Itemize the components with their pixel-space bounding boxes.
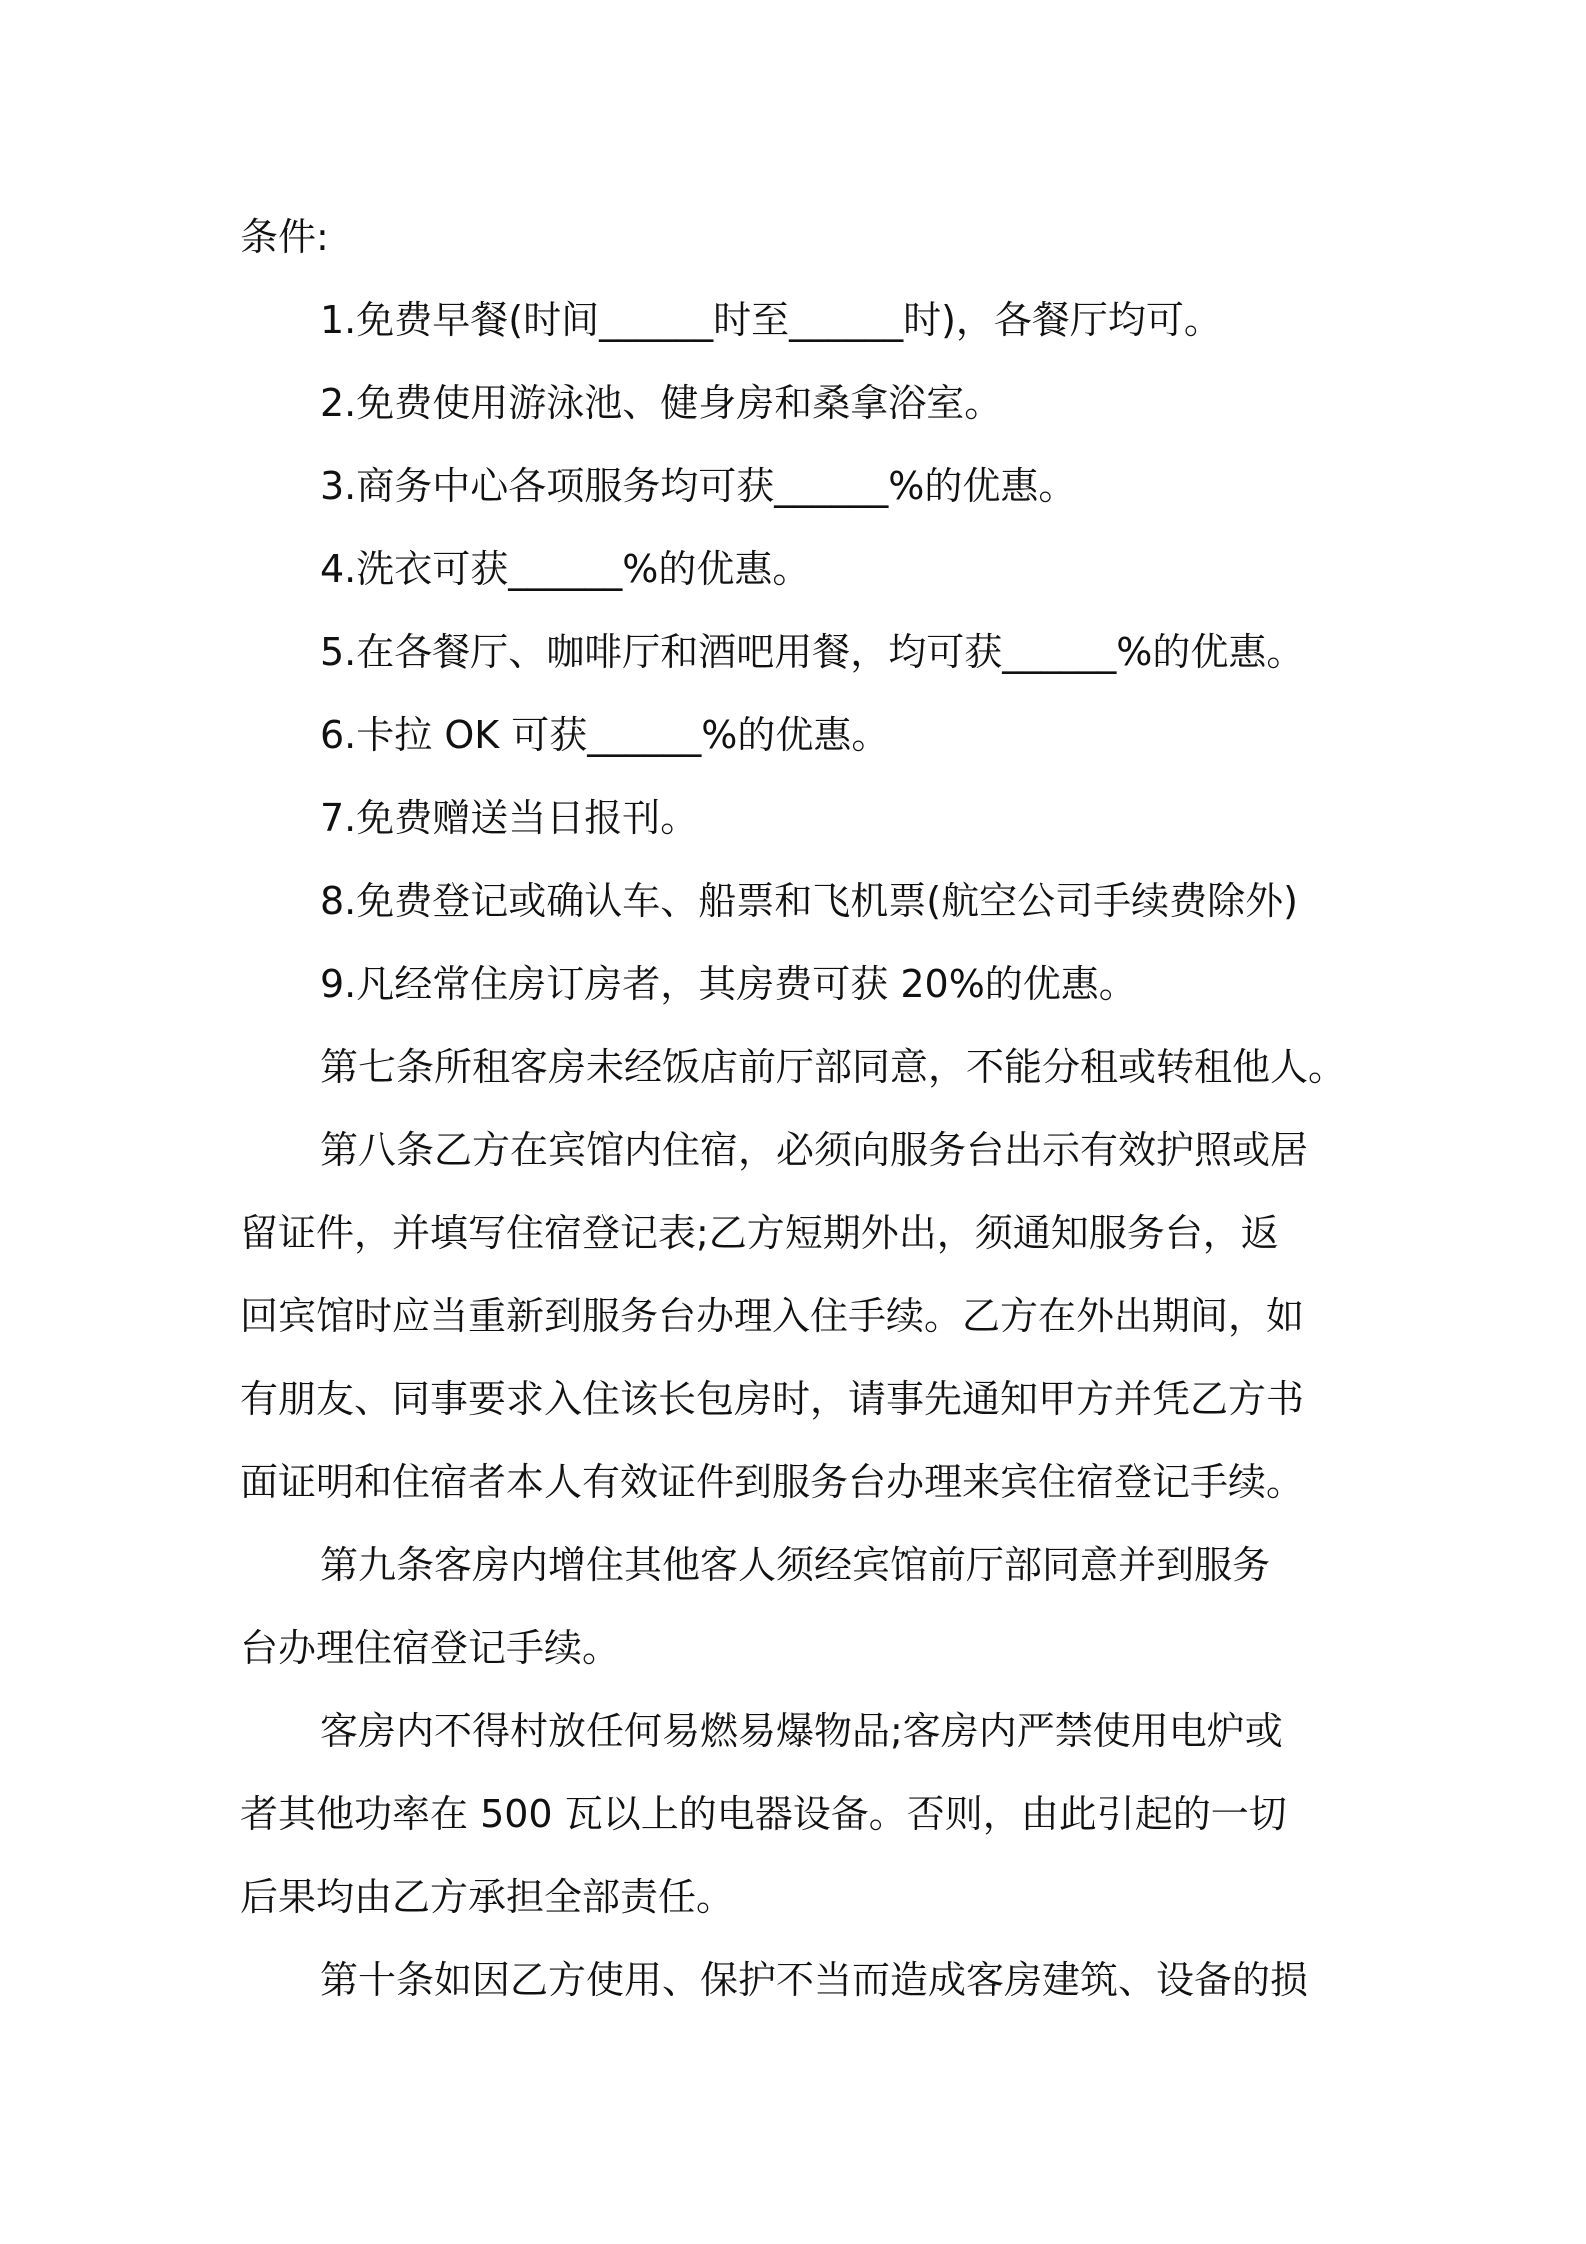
text-line: 回宾馆时应当重新到服务台办理入住手续。乙方在外出期间，如	[240, 1294, 1305, 1338]
text-line: 台办理住宿登记手续。	[240, 1626, 621, 1670]
text-line: 第十条如因乙方使用、保护不当而造成客房建筑、设备的损	[320, 1958, 1309, 2002]
text-line: 有朋友、同事要求入住该长包房时，请事先通知甲方并凭乙方书	[240, 1377, 1305, 1421]
text-line: 第八条乙方在宾馆内住宿，必须向服务台出示有效护照或居	[320, 1128, 1309, 1172]
text-line: 第九条客房内增住其他客人须经宾馆前厅部同意并到服务	[320, 1543, 1271, 1587]
text-line: 5.在各餐厅、咖啡厅和酒吧用餐，均可获______%的优惠。	[320, 630, 1305, 674]
text-line: 条件:	[240, 215, 329, 259]
text-line: 3.商务中心各项服务均可获______%的优惠。	[320, 464, 1077, 508]
text-line: 9.凡经常住房订房者，其房费可获 20%的优惠。	[320, 962, 1137, 1006]
text-line: 4.洗衣可获______%的优惠。	[320, 547, 811, 591]
text-line: 8.免费登记或确认车、船票和飞机票(航空公司手续费除外)	[320, 879, 1298, 923]
text-line: 第七条所租客房未经饭店前厅部同意，不能分租或转租他人。	[320, 1045, 1347, 1089]
text-line: 留证件，并填写住宿登记表;乙方短期外出，须通知服务台，返	[240, 1211, 1279, 1255]
text-line: 1.免费早餐(时间______时至______时)，各餐厅均可。	[320, 298, 1222, 342]
text-line: 后果均由乙方承担全部责任。	[240, 1875, 735, 1919]
text-line: 7.免费赠送当日报刊。	[320, 796, 699, 840]
document-body	[240, 196, 1360, 2022]
text-line: 2.免费使用游泳池、健身房和桑拿浴室。	[320, 381, 1003, 425]
text-line: 者其他功率在 500 瓦以上的电器设备。否则，由此引起的一切	[240, 1792, 1287, 1836]
text-line: 客房内不得村放任何易燃易爆物品;客房内严禁使用电炉或	[320, 1709, 1283, 1753]
text-line: 面证明和住宿者本人有效证件到服务台办理来宾住宿登记手续。	[240, 1460, 1305, 1504]
text-line: 6.卡拉 OK 可获______%的优惠。	[320, 713, 890, 757]
